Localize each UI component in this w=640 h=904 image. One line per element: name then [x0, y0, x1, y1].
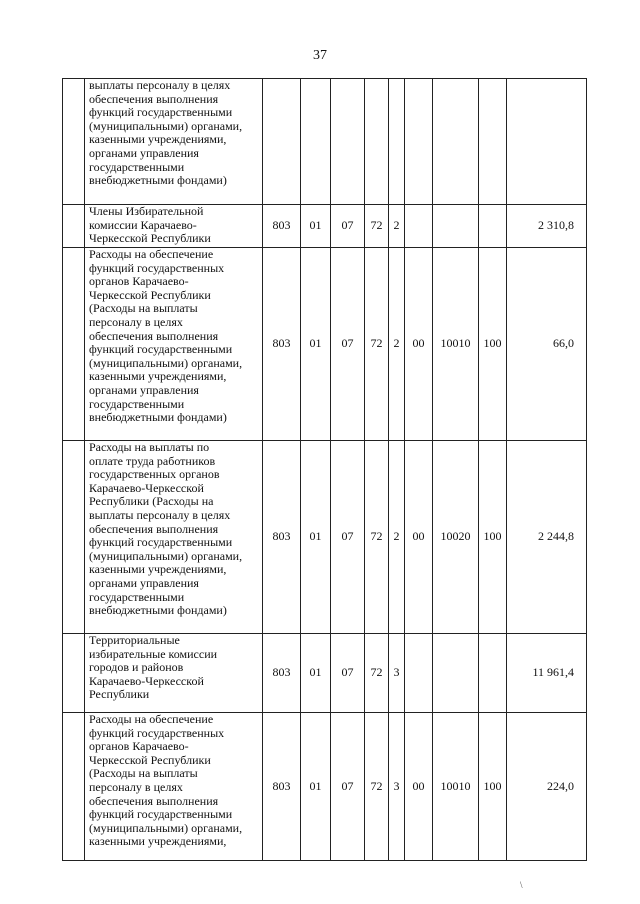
cell-subsection — [331, 79, 365, 205]
cell-amount: 224,0 — [507, 713, 587, 861]
cell-subprogram: 2 — [389, 248, 405, 441]
row-name: выплаты персоналу в целях обеспечения выполнения функций государственными (муниципальными) органами, казенными учреждениями, органами управления государственными внебюджетными фондами) — [85, 79, 263, 205]
cell-expense-type — [479, 205, 507, 248]
row-name: Расходы на выплаты по оплате труда работников государственных органов Карачаево-Черкесской Республики (Расходы на выплаты персоналу в целях обеспечения выполнения функций государственными (муниципальными) органами, казенными учреждениями, органами управления государственными внебюджетными фондами) — [85, 441, 263, 634]
cell-subsection: 07 — [331, 634, 365, 713]
cell-section — [301, 79, 331, 205]
scan-speck: \ — [520, 880, 523, 890]
cell-amount — [507, 79, 587, 205]
blank-cell — [63, 205, 85, 248]
cell-section: 01 — [301, 248, 331, 441]
cell-direction — [433, 205, 479, 248]
cell-subprogram — [389, 79, 405, 205]
cell-program: 72 — [365, 713, 389, 861]
cell-subprogram: 3 — [389, 713, 405, 861]
cell-subsection: 07 — [331, 441, 365, 634]
cell-direction: 10020 — [433, 441, 479, 634]
cell-expense-type — [479, 79, 507, 205]
cell-expense-type — [479, 634, 507, 713]
cell-direction: 10010 — [433, 713, 479, 861]
cell-section: 01 — [301, 441, 331, 634]
blank-cell — [63, 634, 85, 713]
blank-cell — [63, 248, 85, 441]
table-row — [63, 634, 587, 713]
cell-main-event — [405, 205, 433, 248]
table-row — [63, 248, 587, 441]
cell-subsection: 07 — [331, 205, 365, 248]
cell-amount: 66,0 — [507, 248, 587, 441]
cell-main-event — [405, 79, 433, 205]
cell-main-event: 00 — [405, 248, 433, 441]
cell-program: 72 — [365, 441, 389, 634]
cell-section: 01 — [301, 713, 331, 861]
cell-amount: 2 310,8 — [507, 205, 587, 248]
cell-subsection: 07 — [331, 248, 365, 441]
cell-expense-type: 100 — [479, 713, 507, 861]
cell-ministry: 803 — [263, 634, 301, 713]
cell-amount: 11 961,4 — [507, 634, 587, 713]
row-name: Члены Избирательной комиссии Карачаево- Черкесской Республики — [85, 205, 263, 248]
cell-subsection: 07 — [331, 713, 365, 861]
cell-ministry: 803 — [263, 441, 301, 634]
blank-cell — [63, 441, 85, 634]
cell-amount: 2 244,8 — [507, 441, 587, 634]
cell-section: 01 — [301, 634, 331, 713]
cell-ministry — [263, 79, 301, 205]
cell-program: 72 — [365, 634, 389, 713]
cell-main-event: 00 — [405, 441, 433, 634]
blank-cell — [63, 79, 85, 205]
blank-cell — [63, 713, 85, 861]
cell-ministry: 803 — [263, 713, 301, 861]
cell-program — [365, 79, 389, 205]
cell-main-event — [405, 634, 433, 713]
cell-main-event: 00 — [405, 713, 433, 861]
budget-table — [62, 78, 587, 861]
cell-subprogram: 2 — [389, 205, 405, 248]
row-name: Расходы на обеспечение функций государственных органов Карачаево- Черкесской Республики (Расходы на выплаты персоналу в целях обеспечения выполнения функций государственными (муниципальными) органами, казенными учреждениями, — [85, 713, 263, 861]
cell-ministry: 803 — [263, 248, 301, 441]
table-row — [63, 79, 587, 205]
cell-program: 72 — [365, 205, 389, 248]
cell-direction — [433, 634, 479, 713]
table-row — [63, 441, 587, 634]
cell-subprogram: 3 — [389, 634, 405, 713]
table-row — [63, 205, 587, 248]
row-name: Расходы на обеспечение функций государственных органов Карачаево- Черкесской Республики (Расходы на выплаты персоналу в целях обеспечения выполнения функций государственными (муниципальными) органами, казенными учреждениями, органами управления государственными внебюджетными фондами) — [85, 248, 263, 441]
cell-program: 72 — [365, 248, 389, 441]
cell-expense-type: 100 — [479, 248, 507, 441]
cell-subprogram: 2 — [389, 441, 405, 634]
cell-expense-type: 100 — [479, 441, 507, 634]
row-name: Территориальные избирательные комиссии городов и районов Карачаево-Черкесской Республики — [85, 634, 263, 713]
page-number: 37 — [313, 48, 327, 63]
cell-section: 01 — [301, 205, 331, 248]
cell-direction: 10010 — [433, 248, 479, 441]
cell-ministry: 803 — [263, 205, 301, 248]
table-row — [63, 713, 587, 861]
cell-direction — [433, 79, 479, 205]
